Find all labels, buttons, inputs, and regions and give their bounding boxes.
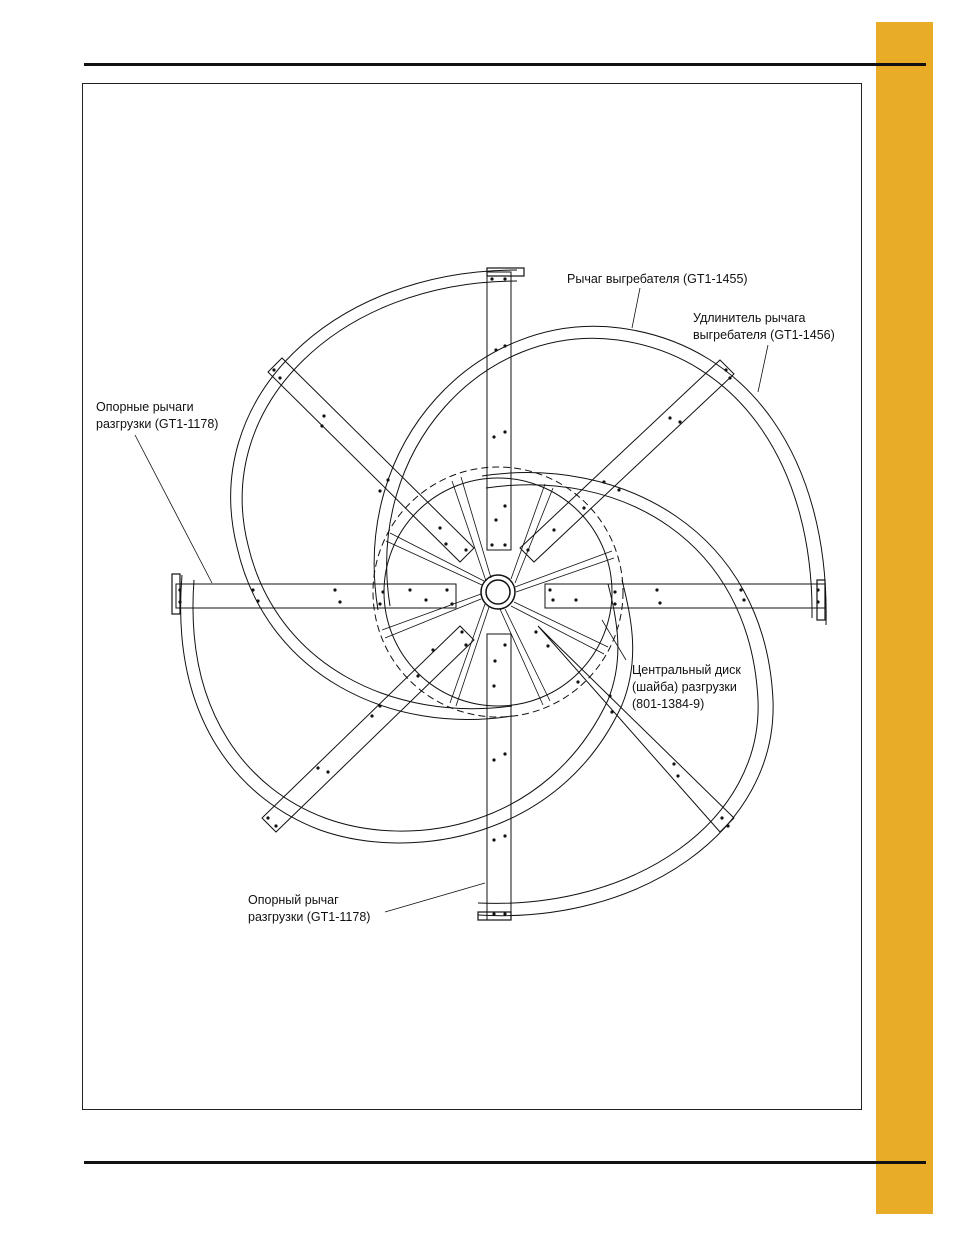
support-arm-horizontal-left xyxy=(176,584,456,608)
support-arm-horizontal-right xyxy=(545,584,825,608)
support-arm-diagonal-upper-left xyxy=(268,358,474,562)
label-central-disk: Центральный диск (шайба) разгрузки (801-1384-9) xyxy=(632,663,741,711)
sweep-arm-arc-lower-left xyxy=(181,575,633,843)
support-arm-diagonal-upper-right xyxy=(520,360,734,562)
support-arm-vertical-bottom xyxy=(487,634,511,920)
support-arm-diagonal-lower-left xyxy=(262,626,474,832)
sweep-arm-arc-right xyxy=(374,326,826,625)
label-sweep-arm-extension: Удлинитель рычага выгребателя (GT1-1456) xyxy=(693,311,835,342)
callout-leaders xyxy=(135,288,768,912)
label-support-arm: Опорный рычаг разгрузки (GT1-1178) xyxy=(248,893,371,924)
support-arm-diagonal-lower-right xyxy=(538,626,734,832)
label-support-arms: Опорные рычаги разгрузки (GT1-1178) xyxy=(96,400,219,431)
support-arm-vertical-top xyxy=(487,272,511,550)
label-sweep-arm: Рычаг выгребателя (GT1-1455) xyxy=(567,272,748,286)
